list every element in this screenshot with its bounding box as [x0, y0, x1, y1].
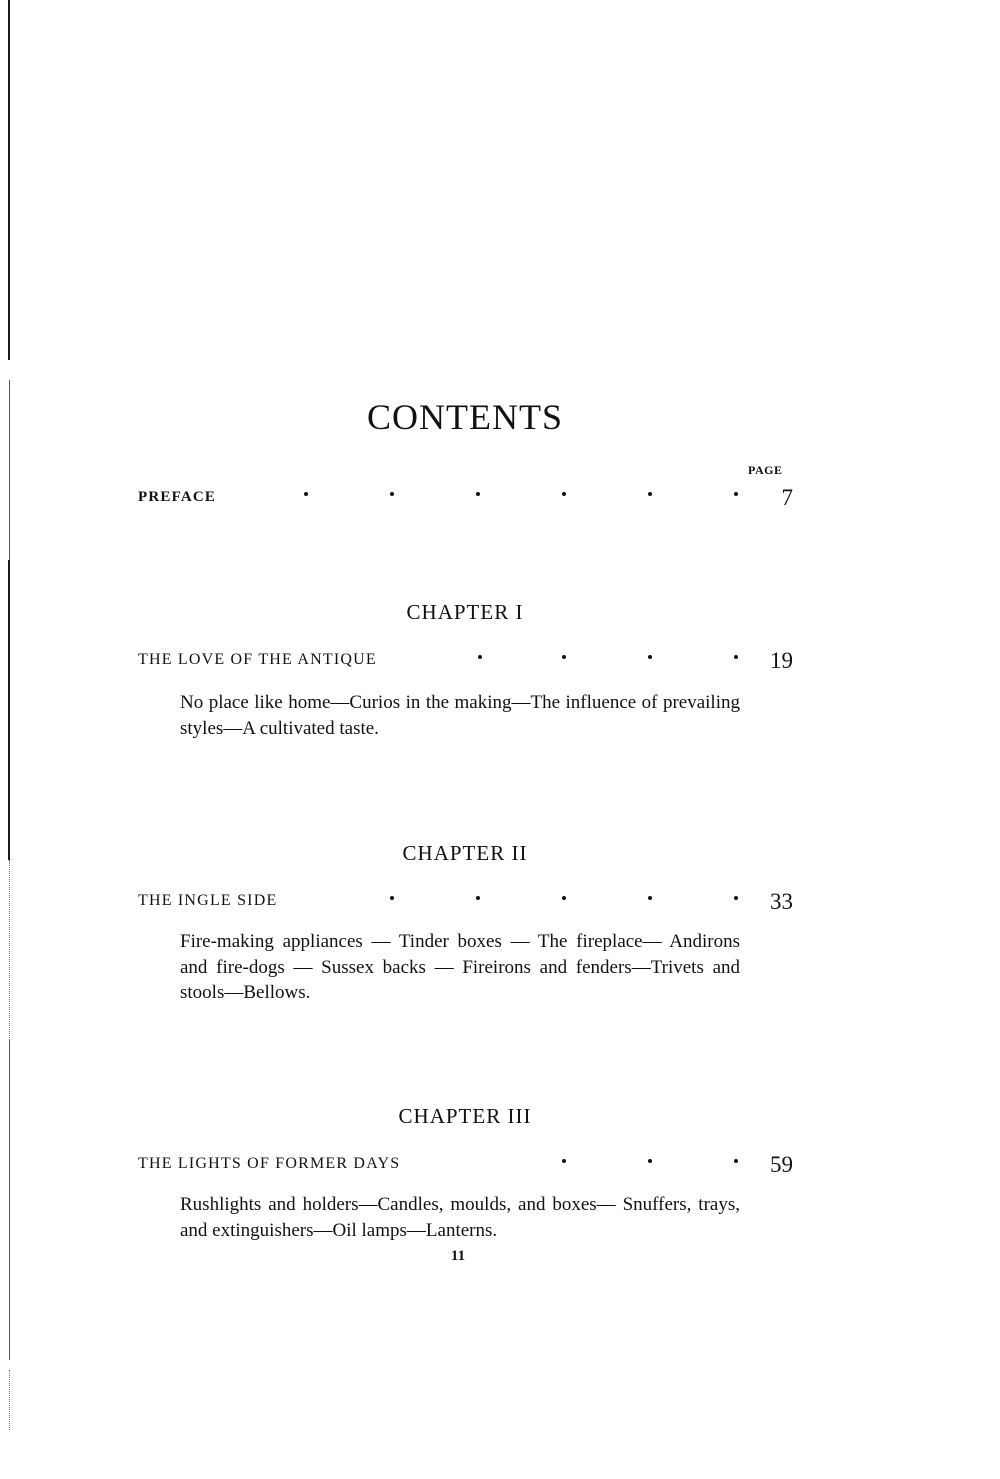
- leader-dot: [562, 1159, 566, 1163]
- chapter-summary: Fire-making appliances — Tinder boxes — The fireplace— Andirons and fire-dogs — Sussex backs — Fireirons and fenders—Trivets and stools—Bellows.: [180, 931, 740, 1003]
- binding-edge-dotted: [9, 1370, 11, 1430]
- chapter-heading: CHAPTER II: [402, 841, 528, 865]
- leader-dot: [562, 492, 566, 496]
- leader-dot: [390, 896, 394, 900]
- toc-entry-preface: [138, 482, 795, 512]
- leader-dot: [476, 492, 480, 496]
- leader-dot: [734, 896, 738, 900]
- entry-page-number: 33: [770, 889, 793, 914]
- leader-dot: [648, 896, 652, 900]
- chapter-heading: CHAPTER III: [398, 1104, 532, 1128]
- leader-dot: [648, 1159, 652, 1163]
- entry-title: THE LOVE OF THE ANTIQUE: [138, 651, 377, 668]
- leader-dot: [648, 655, 652, 659]
- toc-entry-chapter: [138, 886, 795, 916]
- entry-page-number: 7: [781, 485, 793, 510]
- leader-dot: [734, 492, 738, 496]
- leader-dot: [648, 492, 652, 496]
- toc-entry-chapter: [138, 1149, 795, 1179]
- leader-dot: [478, 655, 482, 659]
- toc-entry-chapter: [138, 645, 795, 675]
- entry-title: THE LIGHTS OF FORMER DAYS: [138, 1155, 401, 1172]
- entry-title: THE INGLE SIDE: [138, 892, 278, 909]
- entry-page-number: 59: [770, 1152, 793, 1177]
- binding-edge-segment: [9, 1040, 10, 1360]
- leader-dot: [390, 492, 394, 496]
- contents-title: CONTENTS: [367, 397, 563, 437]
- entry-page-number: 19: [770, 648, 793, 673]
- chapter-heading: CHAPTER I: [406, 600, 524, 624]
- leader-dot: [562, 655, 566, 659]
- leader-dot: [734, 1159, 738, 1163]
- chapter-summary: Rushlights and holders—Candles, moulds, and boxes— Snuffers, trays, and extinguishers—Oil lamps—Lanterns.: [180, 1194, 740, 1241]
- page-column-label: PAGE: [748, 463, 783, 477]
- leader-dot: [734, 655, 738, 659]
- chapter-summary: No place like home—Curios in the making—The influence of prevailing styles—A cultivated taste.: [180, 692, 740, 739]
- page-number: 11: [450, 1248, 466, 1264]
- leader-dot: [304, 492, 308, 496]
- binding-edge: [8, 0, 10, 360]
- binding-edge-dotted: [9, 860, 11, 1040]
- leader-dot: [476, 896, 480, 900]
- entry-title: PREFACE: [138, 489, 217, 505]
- leader-dot: [562, 896, 566, 900]
